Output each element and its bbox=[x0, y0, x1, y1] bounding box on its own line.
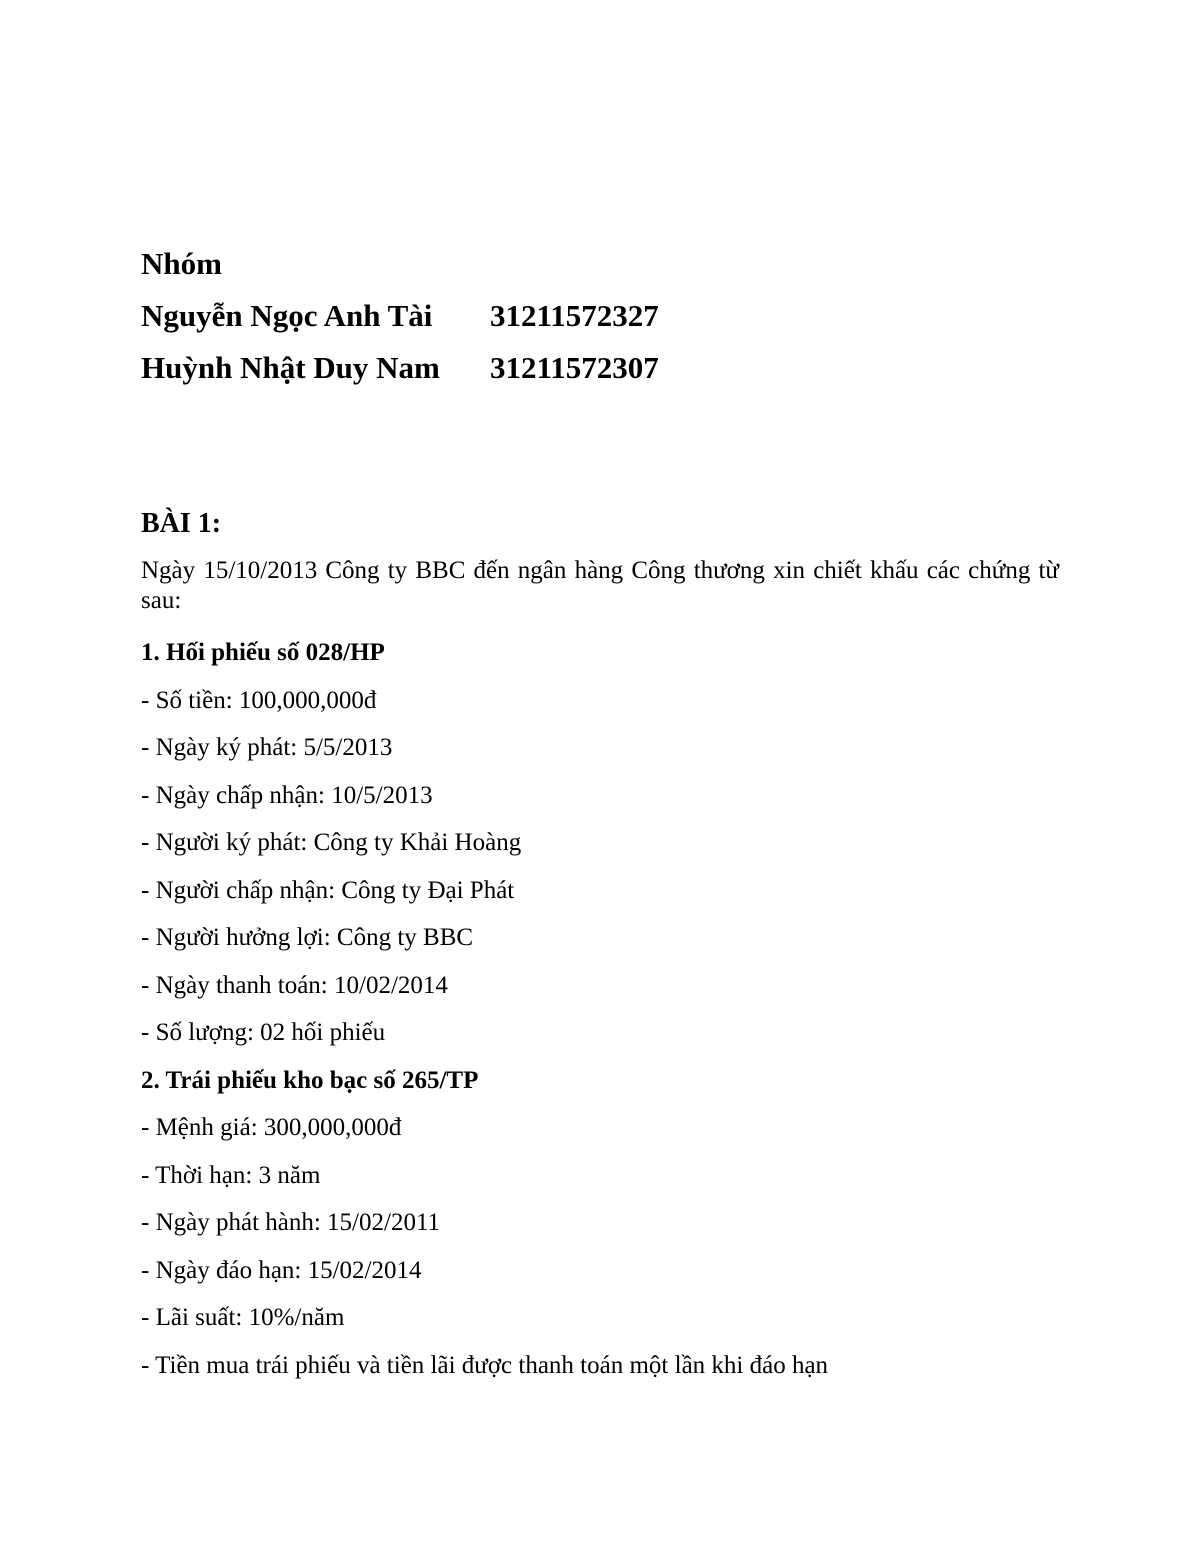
item-line: - Ngày đáo hạn: 15/02/2014 bbox=[141, 1256, 422, 1284]
exercise-title: BÀI 1: bbox=[141, 508, 222, 539]
member-id: 31211572307 bbox=[490, 350, 659, 385]
group-title: Nhóm bbox=[141, 246, 222, 281]
item-line: - Tiền mua trái phiếu và tiền lãi được thanh toán một lần khi đáo hạn bbox=[141, 1351, 829, 1379]
member-row bbox=[141, 342, 841, 394]
item-line: - Ngày ký phát: 5/5/2013 bbox=[141, 734, 393, 761]
item-line: - Ngày thanh toán: 10/02/2014 bbox=[141, 971, 448, 999]
group-info bbox=[141, 238, 841, 394]
item-line: - Ngày phát hành: 15/02/2011 bbox=[141, 1209, 441, 1236]
item-line: - Người chấp nhận: Công ty Đại Phát bbox=[141, 876, 515, 904]
item-line: - Số tiền: 100,000,000đ bbox=[141, 686, 377, 714]
item-heading-bill-of-exchange: 1. Hối phiếu số 028/HP bbox=[141, 639, 385, 666]
item-line: - Ngày chấp nhận: 10/5/2013 bbox=[141, 781, 433, 809]
member-id: 31211572327 bbox=[490, 298, 659, 333]
exercise-section bbox=[141, 500, 1059, 1389]
item-line: - Mệnh giá: 300,000,000đ bbox=[141, 1114, 402, 1141]
exercise-intro: Ngày 15/10/2013 Công ty BBC đến ngân hàng Công thương xin chiết khấu các chứng từ sau: bbox=[141, 557, 1059, 614]
item-line: - Số lượng: 02 hối phiếu bbox=[141, 1019, 386, 1046]
item-line: - Người ký phát: Công ty Khải Hoàng bbox=[141, 829, 522, 856]
member-row bbox=[141, 290, 841, 342]
item-line: - Thời hạn: 3 năm bbox=[141, 1161, 321, 1189]
item-line: - Người hưởng lợi: Công ty BBC bbox=[141, 924, 474, 951]
member-name: Huỳnh Nhật Duy Nam bbox=[141, 350, 440, 385]
member-name: Nguyễn Ngọc Anh Tài bbox=[141, 298, 433, 333]
item-line: - Lãi suất: 10%/năm bbox=[141, 1304, 345, 1331]
item-heading-treasury-bond: 2. Trái phiếu kho bạc số 265/TP bbox=[141, 1066, 479, 1094]
